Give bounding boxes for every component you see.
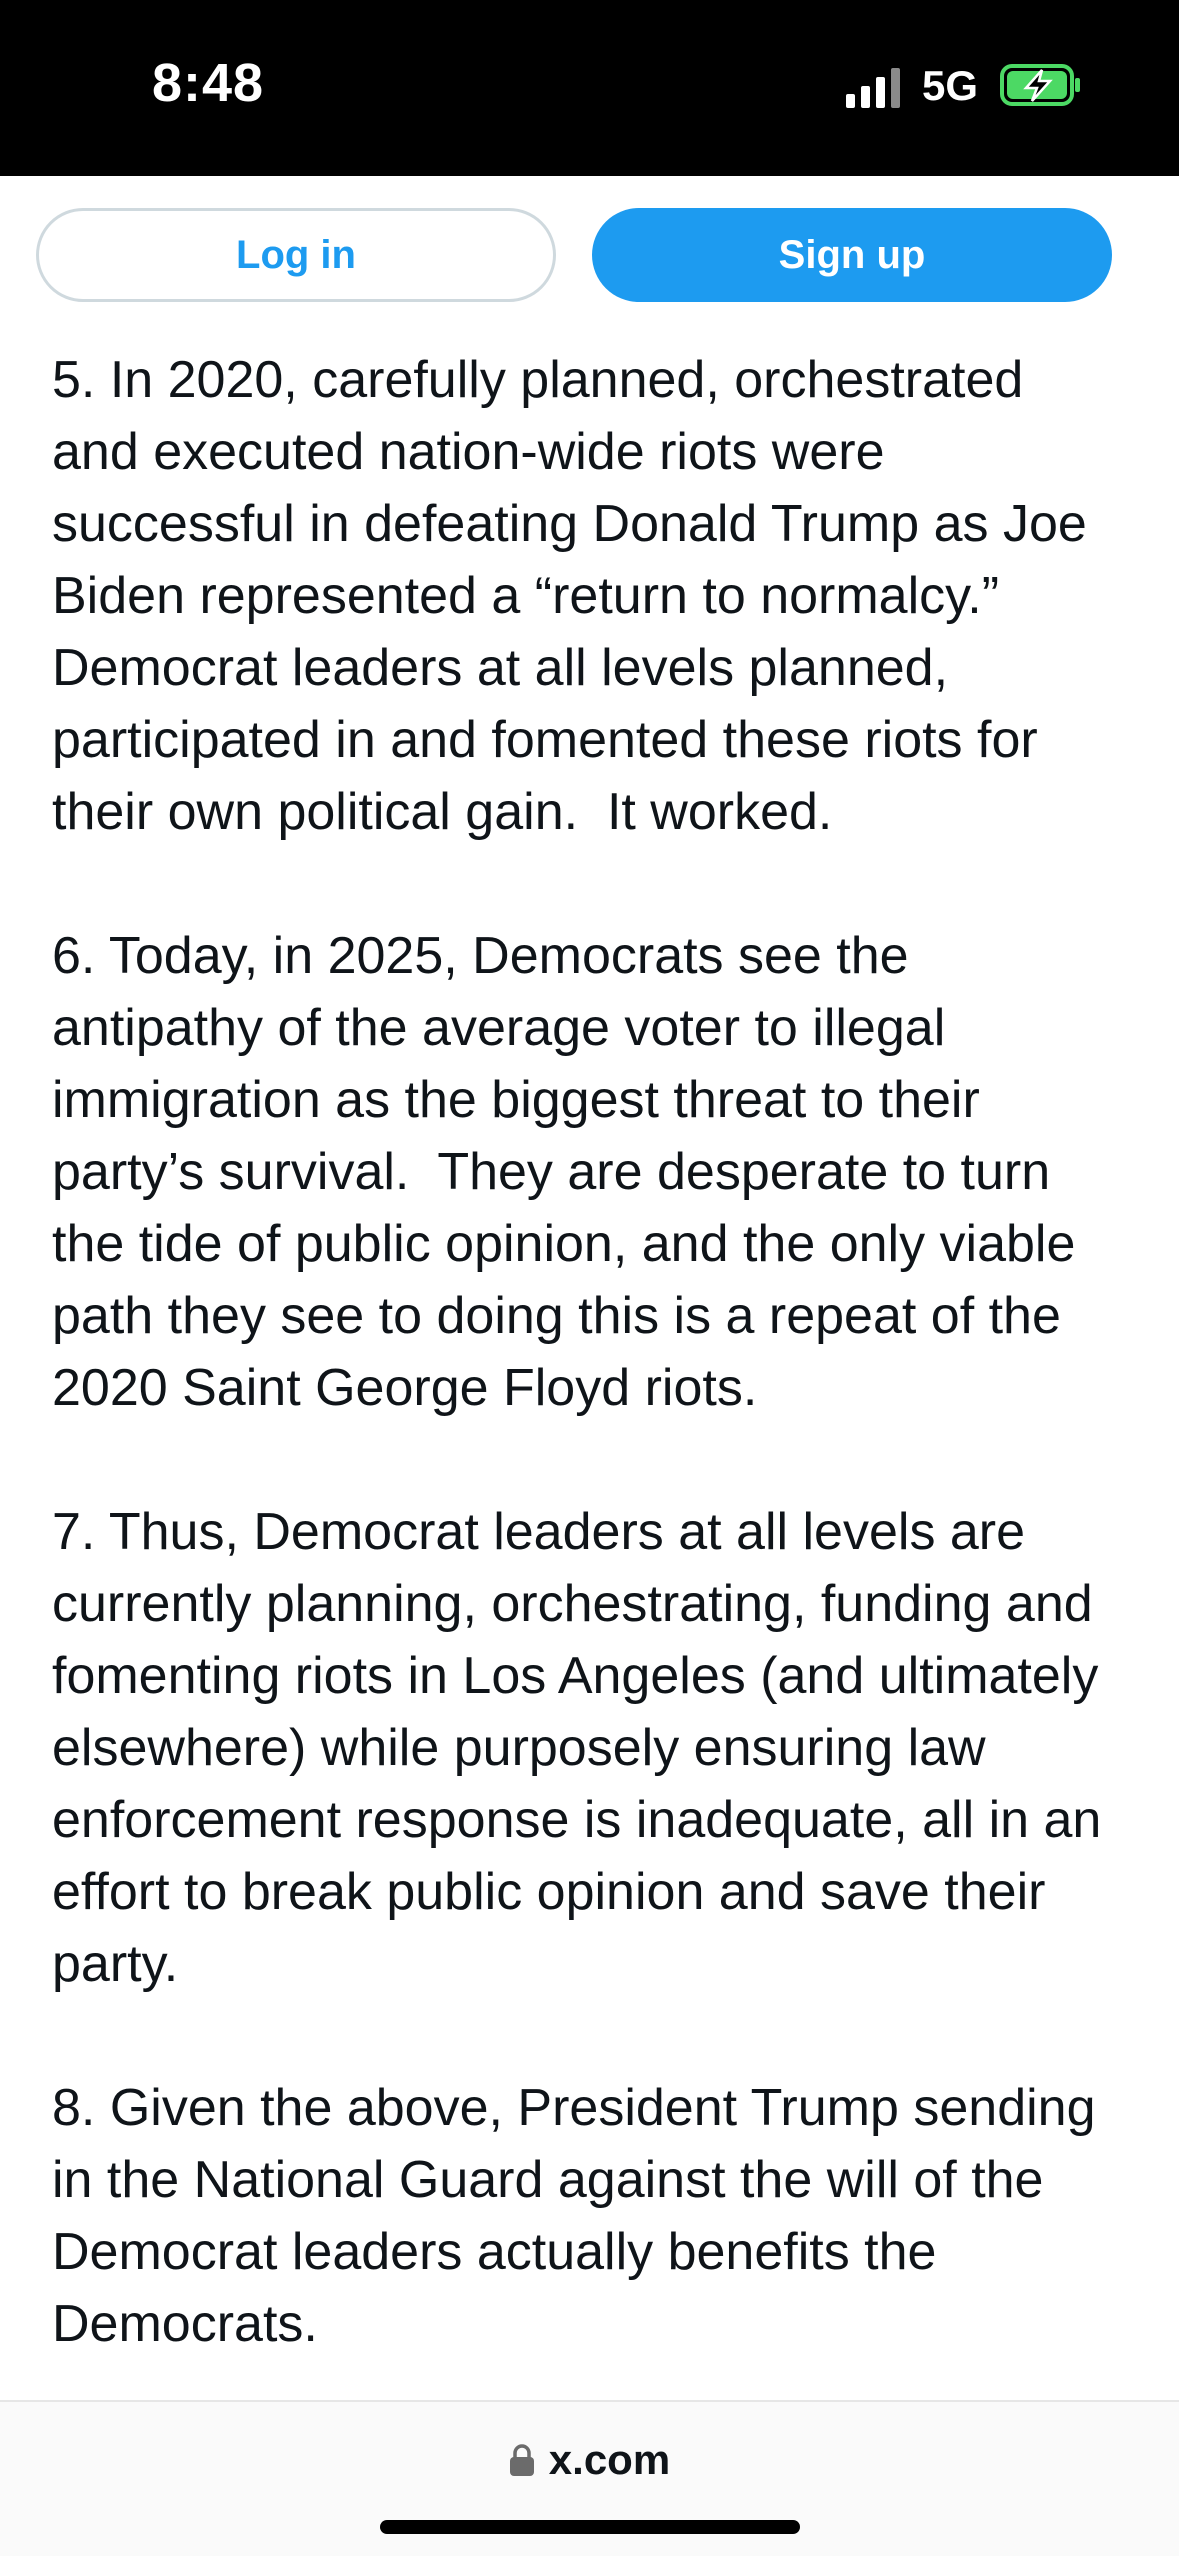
post-paragraph-7: 7. Thus, Democrat leaders at all levels are currently planning, orchestrating, funding and fomenting riots in Los Angeles (and ultimately elsewhere) while purposely ensuring law enforcement response is inadequate, all in an effort to break public opinion and save their party. <box>52 1503 1102 1993</box>
post-content <box>0 324 1179 2400</box>
auth-bar <box>0 176 1179 324</box>
cellular-signal-icon <box>846 66 902 108</box>
post-paragraph-6: 6. Today, in 2025, Democrats see the antipathy of the average voter to illegal immigration as the biggest threat to their party’s survival. They are desperate to turn the tide of public opinion, and the only viable path they see to doing this is a repeat of the 2020 Saint George Floyd riots. <box>52 927 1076 1417</box>
post-paragraph-8: 8. Given the above, President Trump sending in the National Guard against the will of the Democrat leaders actually benefits the Democrats. <box>52 2079 1096 2353</box>
login-button[interactable]: Log in <box>36 208 556 302</box>
url-field[interactable] <box>0 2436 1179 2484</box>
home-indicator[interactable] <box>380 2520 800 2534</box>
url-text: x.com <box>548 2436 671 2483</box>
battery-charging-icon <box>1000 64 1082 106</box>
lock-icon <box>509 2443 535 2477</box>
browser-address-bar <box>0 2400 1179 2556</box>
network-type: 5G <box>922 62 979 109</box>
status-bar <box>0 0 1179 176</box>
status-time: 8:48 <box>152 53 265 113</box>
post-paragraph-5: 5. In 2020, carefully planned, orchestrated and executed nation-wide riots were successful in defeating Donald Trump as Joe Biden represented a “return to normalcy.” Democrat leaders at all levels planned, participated in and fomented these riots for their own political gain. It worked. <box>52 351 1087 841</box>
signup-button[interactable]: Sign up <box>592 208 1112 302</box>
